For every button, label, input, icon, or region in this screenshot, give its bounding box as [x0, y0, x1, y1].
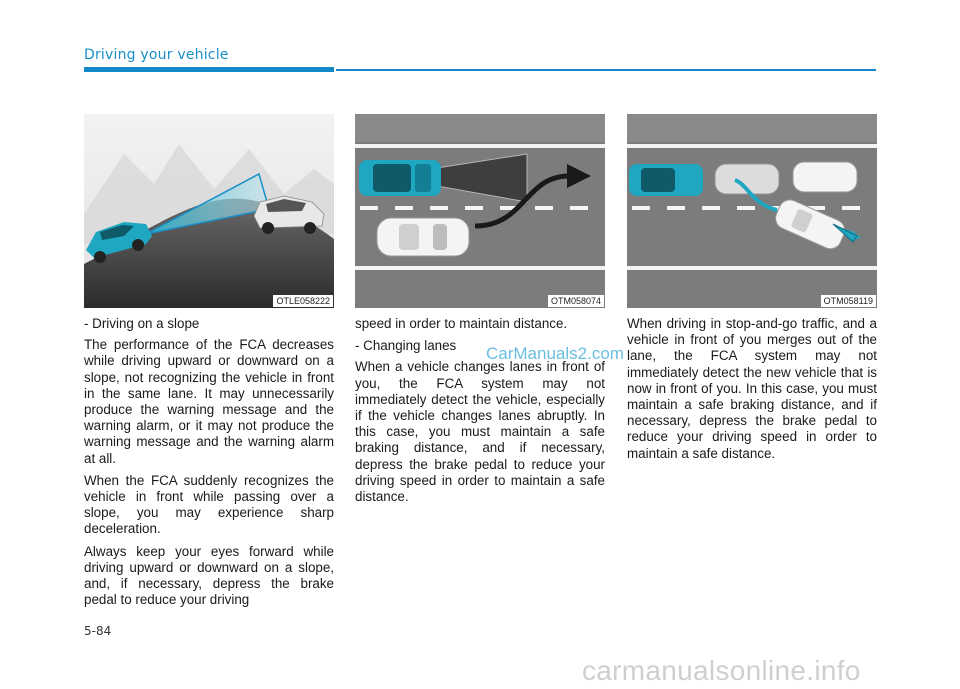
paragraph: Always keep your eyes forward while driving upward or downward on a slope, and, if necessary, depress the brake pedal to reduce your driving	[84, 543, 334, 608]
figure-slope	[84, 114, 334, 308]
subheading-slope: - Driving on a slope	[84, 316, 200, 331]
paragraph: The performance of the FCA decreases while driving upward or downward on a slope, not recognizing the vehicle in front in the same lane. It may unnecessarily produce the warning message and the warning alarm, or it may not produce the warning message and the warning alarm at all.	[84, 337, 334, 466]
header-rule-thin	[336, 69, 876, 71]
figure-code: OTM058074	[548, 295, 604, 307]
subheading-changing-lanes: - Changing lanes	[355, 338, 457, 354]
paragraph: speed in order to maintain distance.	[355, 316, 568, 331]
figure-code: OTLE058222	[273, 295, 333, 307]
footer-watermark: carmanualsonline.info	[582, 655, 861, 686]
white-car-icon	[377, 218, 469, 256]
teal-suv-icon	[359, 160, 441, 196]
lane-change-illustration	[355, 114, 605, 308]
figure-stop-and-go	[627, 114, 877, 308]
paragraph: When the FCA suddenly recognizes the vehicle in front while passing over a slope, you may experience sharp deceleration.	[84, 472, 334, 537]
text-column-1	[84, 316, 334, 614]
text-column-3	[627, 316, 877, 468]
stop-and-go-illustration	[627, 114, 877, 308]
page-number: 5-84	[84, 624, 112, 638]
section-header-title: Driving your vehicle	[84, 47, 229, 63]
slope-illustration	[84, 114, 334, 308]
paragraph: When driving in stop-and-go traffic, and a vehicle in front of you merges out of the lane, the FCA system may not immediately detect the new vehicle that is now in front of you. In this case, you must maintain a safe braking distance, and if necessary, depress the brake pedal to reduce your driving speed in order to maintain a safe distance.	[627, 316, 877, 461]
watermark: CarManuals2.com	[486, 344, 624, 363]
paragraph: When a vehicle changes lanes in front of you, the FCA system may not immediately detect the vehicle, especially if the vehicle changes lanes abruptly. In this case, you must maintain a safe braking distance, and if necessary, depress the brake pedal to reduce your driving speed in order to maintain a safe distance.	[355, 359, 605, 505]
header-rule-thick	[84, 67, 334, 72]
teal-suv-icon	[629, 164, 703, 196]
figure-changing-lanes	[355, 114, 605, 308]
figure-code: OTM058119	[821, 295, 876, 307]
